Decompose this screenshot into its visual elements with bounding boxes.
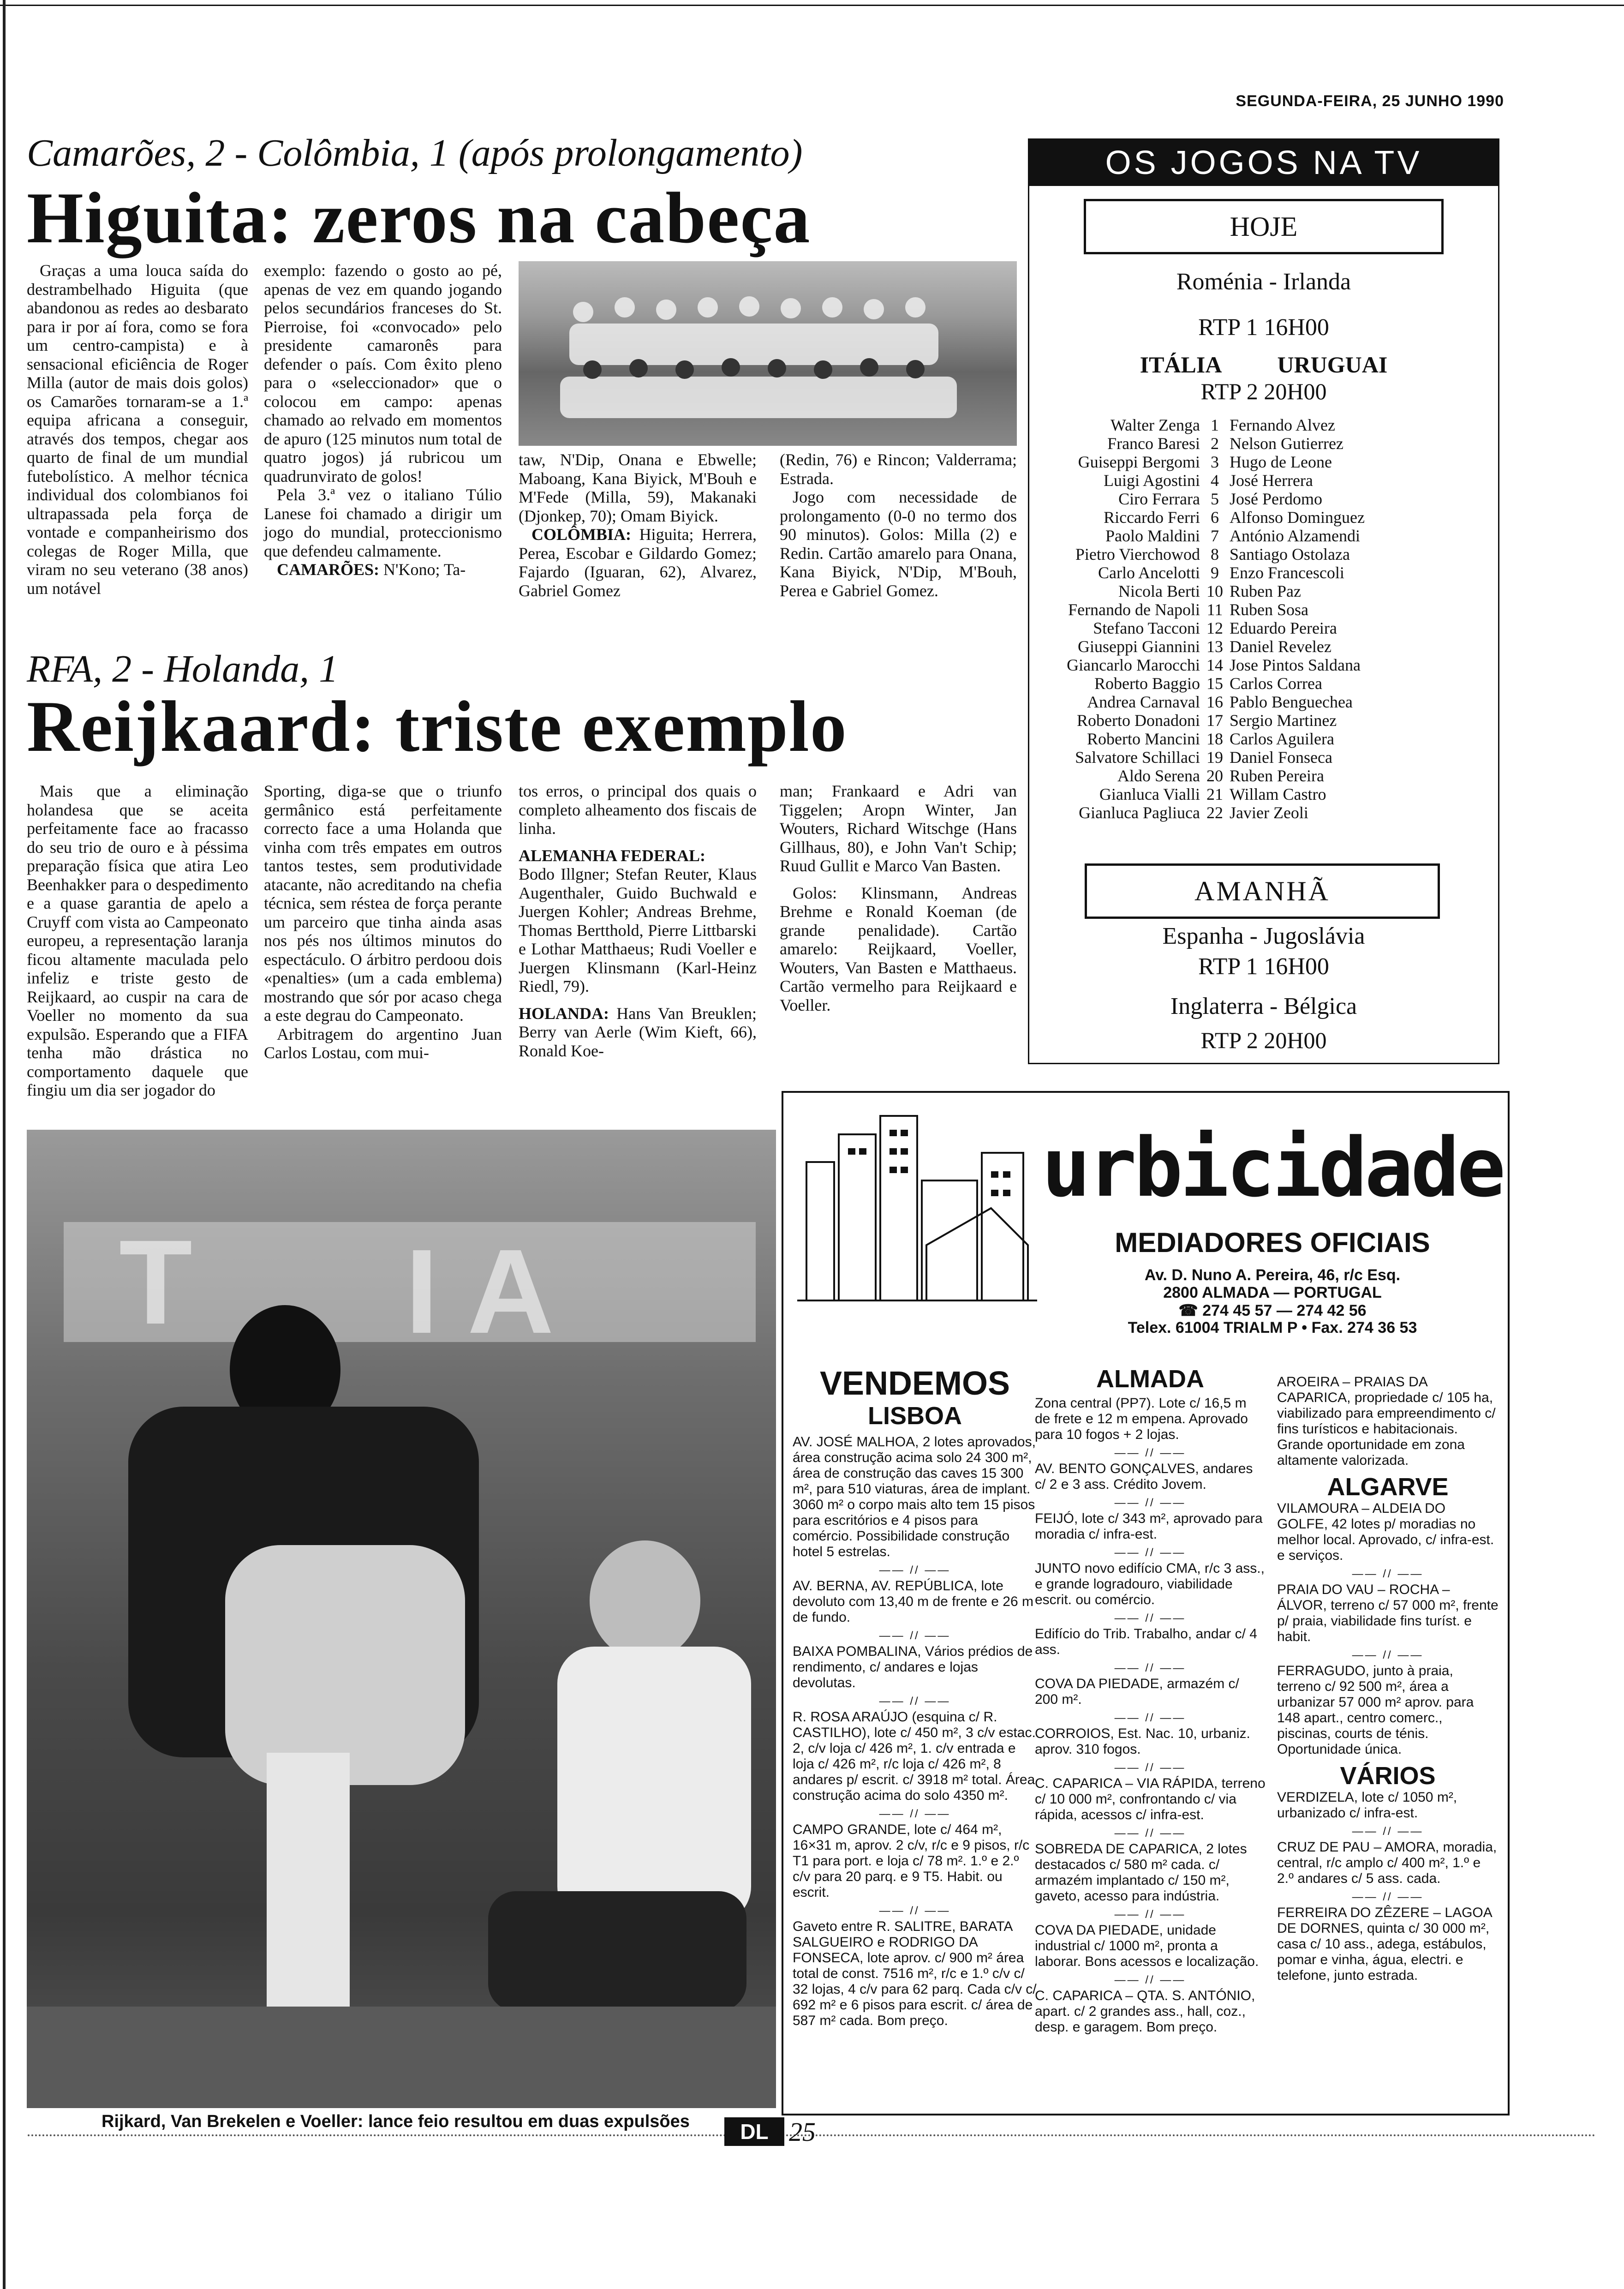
ad-almada: ALMADA [1096,1365,1204,1393]
lineup-number: 15 [1206,674,1223,693]
story2-col1-para: Mais que a eliminação holandesa que se aceita perfeitamente face ao fracasso do seu trio de ouro e à péssima preparação física que atira Leo Beenhakker para o despedimento e a quase garantia de apelo a Cruyff com vista ao Campeonato europeu, a representação laranja ficou altamente maculada pelo infeliz e triste gesto de Reijkaard, ao cuspir na cara de Voeller no momento da sua expulsão. Esperando que a FIFA tenha mão drástica no comportamento daquele que fingiu um dia ser jogador do [27,782,248,1099]
lineup-number: 2 [1211,434,1219,453]
ad-listing: AROEIRA – PRAIAS DA CAPARICA, propriedade c/ 105 ha, viabilizado para empreendimento c/ fins turísticos e habitacionais. Grande oportunidade em zona altamente valorizada. [1277,1374,1496,1468]
story2-col3-lead: ALEMANHA FEDERAL: [519,846,706,865]
story1-col2-para1: exemplo: fazendo o gosto ao pé, apenas de vez em quando jogando pelos secundários franceses do St. Pierroise, foi «convocado» pelo presidente camaronês para defender o país. Com êxito pleno para o «seleccionador» que o colocou em campo: apenas chamado ao relvado em momentos de apuro (125 minutos num total de quatro jogos) já rubricou um quadrunvirato de golos! [264,261,502,485]
story1-col2-para2: Pela 3.ª vez o italiano Túlio Lanese foi chamado a dirigir um jogo do mundial, proteccionismo que defendeu calmamente. [264,485,502,560]
ad-separator: —— // —— [1114,1712,1186,1724]
story1-headline: Higuita: zeros na cabeça [27,178,811,258]
lineup-row [1052,656,1477,674]
ad-listing: PRAIA DO VAU – ROCHA – ÁLVOR, terreno c/ 57 000 m², frente p/ praia, viabilidade fins turíst. e habit. [1277,1582,1499,1644]
tv-match4: Inglaterra - Bélgica [1170,993,1357,1019]
story2-col3-intro: tos erros, o principal dos quais o completo alheamento dos fiscais de linha. [519,782,757,838]
lineup-player-uruguay: António Alzamendi [1230,527,1360,545]
lineup-number: 20 [1206,767,1223,785]
story1-col4-para1: (Redin, 76) e Rincon; Valderrama; Estrada. [780,450,1017,488]
ad-algarve: ALGARVE [1327,1473,1449,1501]
ad-separator: —— // —— [879,1630,951,1642]
ad-separator: —— // —— [879,1564,951,1576]
ad-separator: —— // —— [1114,1662,1186,1674]
lineup-row [1052,416,1477,434]
tv-match1: Roménia - Irlanda [1176,269,1351,295]
lineup-player-italy: Nicola Berti [1118,582,1200,600]
tv-team-right: URUGUAI [1277,352,1388,378]
tv-match3-channel: RTP 1 16H00 [1198,953,1329,980]
lineup-player-italy: Carlo Ancelotti [1098,563,1200,582]
ad-varios-list [1277,1790,1499,1983]
story1-col2-tail: N'Kono; Ta- [383,560,466,579]
lineup-player-uruguay: Daniel Fonseca [1230,748,1332,767]
ad-listing: CRUZ DE PAU – AMORA, moradia, central, r/c amplo c/ 400 m², 1.º e 2.º andares c/ 5 ass. cada. [1277,1840,1497,1886]
lineup-row [1052,600,1477,619]
lineup-player-uruguay: Sergio Martinez [1230,711,1337,730]
ad-subtitle: MEDIADORES OFICIAIS [1115,1227,1430,1258]
ad-separator: —— // —— [1352,1568,1424,1580]
lineup-player-italy: Aldo Serena [1117,767,1200,785]
lineup-number: 21 [1206,785,1223,803]
story2-col1 [27,782,248,1100]
lineup-player-uruguay: Enzo Francescoli [1230,563,1344,582]
left-edge-rule [3,0,6,2289]
ad-listing: Zona central (PP7). Lote c/ 16,5 m de frete e 12 m empena. Aprovado para 10 fogos + 2 lojas. [1035,1396,1248,1442]
ad-separator: —— // —— [1352,1891,1424,1903]
lineup-player-italy: Pietro Vierchowod [1075,545,1200,563]
match-photo-scene [27,1130,776,2108]
lineup-number: 22 [1206,803,1223,822]
ad-lisboa-list [793,1434,1037,2029]
story1-col2 [264,261,502,579]
lineup-number: 7 [1211,527,1219,545]
story1-col4-para2: Jogo com necessidade de prolongamento (0-0 no termo dos 90 minutos). Golos: Milla (2) e Redin. Cartão amarelo para Onana, Kana Biyick, N'Dip, M'Bouh, Perea e Gabriel Gomez. [780,488,1017,600]
lineup-player-uruguay: Alfonso Dominguez [1230,508,1365,527]
lineup-number: 14 [1206,656,1223,674]
match-photo [27,1130,776,2108]
lineup-player-uruguay: Ruben Sosa [1230,600,1308,619]
ad-listing: COVA DA PIEDADE, armazém c/ 200 m². [1035,1676,1239,1707]
lineup-number: 5 [1211,490,1219,508]
ad-listing: Edifício do Trib. Trabalho, andar c/ 4 ass. [1035,1626,1257,1657]
lineup-row [1052,730,1477,748]
lineup-number: 16 [1206,693,1223,711]
urbicidade-ad [782,1091,1510,2115]
lineup-player-uruguay: Carlos Correa [1230,674,1322,693]
lineup-player-uruguay: Santiago Ostolaza [1230,545,1350,563]
lineup-player-uruguay: Fernando Alvez [1230,416,1335,434]
lineup-number: 3 [1211,453,1219,471]
lineup-player-italy: Roberto Mancini [1087,730,1200,748]
story2-col4 [780,782,1017,1014]
ad-separator: —— // —— [1114,1827,1186,1840]
ad-listing: C. CAPARICA – VIA RÁPIDA, terreno c/ 10 000 m², confrontando c/ via rápida, acessos c/ infra-est. [1035,1776,1266,1822]
ad-aroeira-list [1277,1374,1499,1468]
story1-col1-para: Graças a uma louca saída do destrambelhado Higuita (que abandonou as redes ao desbarato para ir por aí fora, como se fora um centro-campista) e à sensacional eficiência de Roger Milla (autor de mais dois golos) os Camarões tornaram-se a 1.ª equipa africana a conseguir, através dos tempos, chegar aos quarto de final de um mundial futebolístico. A melhor técnica individual dos colombianos foi ultrapassada pela força de vontade e companheirismo dos colegas de Roger Milla, que viram no seu veterano (38 anos) um notável [27,261,248,598]
svg-text:I A: I A [405,1225,554,1359]
ad-almada-list [1035,1396,1266,2035]
ad-col-right [1277,1374,1499,1988]
lineup-player-uruguay: José Herrera [1230,471,1313,490]
ad-brand: urbicidade [1042,1121,1503,1215]
ad-col-almada [1035,1365,1266,2040]
ad-listing: JUNTO novo edifício CMA, r/c 3 ass., e grande logradouro, viabilidade escrit. ou comércio. [1035,1561,1265,1607]
lineup-number: 10 [1206,582,1223,600]
story1-col1 [27,261,248,598]
svg-text:T: T [119,1216,192,1349]
lineup-number: 6 [1211,508,1219,527]
ad-listing: AV. BERNA, AV. REPÚBLICA, lote devoluto com 13,40 m de frente e 26 m de fundo. [793,1578,1033,1625]
ad-separator: —— // —— [879,1808,951,1820]
lineup-player-italy: Paolo Maldini [1105,527,1200,545]
lineup-player-italy: Stefano Tacconi [1093,619,1200,637]
tv-title-bar: OS JOGOS NA TV [1029,140,1498,186]
lineup-player-italy: Walter Zenga [1111,416,1200,434]
team-photo [519,261,1017,446]
page-number: 25 [789,2117,816,2147]
story2-col4-para2: Golos: Klinsmann, Andreas Brehme e Ronald Koeman (de grande penalidade). Cartão amarelo: Reijkaard, Voeller, Wouters, Van Basten e Matthaeus. Cartão vermelho para Reijkaard e Voeller. [780,883,1017,1014]
ad-listing: R. ROSA ARAÚJO (esquina c/ R. CASTILHO), lote c/ 450 m², 3 c/v estac. 2, c/v loja c/ 426 m², 1. c/v entrada e loja c/ 426 m², r/c loja c/ 426 m², 8 andares p/ escrit. c/ 3918 m² total. Área construção acima do solo 4350 m². [793,1709,1036,1803]
ad-separator: —— // —— [1114,1908,1186,1921]
page-date: SEGUNDA-FEIRA, 25 JUNHO 1990 [1236,92,1504,110]
story2-col3 [519,782,757,1060]
lineup-number: 4 [1211,471,1219,490]
tv-box [1028,138,1499,1064]
lineup-row [1052,767,1477,785]
photo-caption: Rijkard, Van Brekelen e Voeller: lance feio resultou em duas expulsões [102,2112,690,2131]
lineup-player-italy: Salvatore Schillaci [1075,748,1200,767]
tv-match4-channel: RTP 2 20H00 [1200,1027,1327,1053]
story1-col3-tail: Higuita; Herrera, Perea, Escobar e Gildardo Gomez; Fajardo (Iguaran, 62), Alvarez, Gabriel Gomez [519,525,757,600]
ad-listing: AV. BENTO GONÇALVES, andares c/ 2 e 3 ass. Crédito Jovem. [1035,1461,1253,1492]
ad-listing: SOBREDA DE CAPARICA, 2 lotes destacados c/ 580 m² cada. c/ armazém implantado c/ 150 m², gaveto, acesso para indústria. [1035,1841,1247,1904]
lineup-row [1052,527,1477,545]
ad-lisboa: LISBOA [867,1402,962,1430]
ad-separator: —— // —— [879,1905,951,1917]
story1-col4 [780,450,1017,600]
lineup-number: 19 [1206,748,1223,767]
ad-separator: —— // —— [1114,1447,1186,1459]
ad-vendemos: VENDEMOS [819,1365,1010,1402]
ad-listing: AV. JOSÉ MALHOA, 2 lotes aprovados, área construção acima solo 24 300 m², área de construção das caves 15 300 m², para 510 viaturas, área de implant. 3060 m² o corpo mais alto tem 15 pisos para escritórios e 4 pisos para comércio. Possibilidade construção hotel 5 estrelas. [793,1434,1036,1559]
story2-col4-para1: man; Frankaard e Adri van Tiggelen; Aropn Winter, Jan Wouters, Richard Witschge (Hans Gillhaus, 80), e John Van't Schip; Ruud Gullit e Marco Van Basten. [780,782,1017,875]
ad-telex: Telex. 61004 TRIALM P • Fax. 274 36 53 [1128,1319,1417,1336]
story2-col3-lead2: HOLANDA: [519,1004,609,1023]
lineup-row [1052,693,1477,711]
lineup-player-italy: Roberto Donadoni [1077,711,1200,730]
lineup-player-italy: Franco Baresi [1107,434,1200,453]
lineup-player-italy: Luigi Agostini [1103,471,1200,490]
lineup-number: 17 [1206,711,1223,730]
lineup-row [1052,471,1477,490]
ad-listing: CAMPO GRANDE, lote c/ 464 m², 16×31 m, aprov. 2 c/v, r/c e 9 pisos, r/c T1 para port. e loja c/ 78 m². 1.º e 2.º c/v para 20 parq. e 9 T5. Habit. ou escrit. [793,1822,1030,1900]
lineup-row [1052,453,1477,471]
story2-col2-para1: Sporting, diga-se que o triunfo germânico está perfeitamente correcto face a uma Holanda que vinha com três empates em outros tantos testes, sem produtividade atacante, não acreditando na chefia técnica, sem réstea de força perante um parceiro que tinha ainda asas nos pés nos últimos minutos do espectáculo. O árbitro perdoou dois «penalties» (um a cada emblema) mostrando que sór por acaso chega a este degrau do Campeonato. [264,782,502,1025]
lineup-number: 12 [1206,619,1223,637]
lineup-player-uruguay: Nelson Gutierrez [1230,434,1343,453]
lineup-player-uruguay: Willam Castro [1230,785,1326,803]
tv-team-left: ITÁLIA [1140,352,1222,378]
lineup-row [1052,563,1477,582]
ad-listing: Gaveto entre R. SALITRE, BARATA SALGUEIRO e RODRIGO DA FONSECA, lote aprov. c/ 900 m² área total de const. 7516 m², r/c e 1.º c/v c/ 32 lojas, 4 c/v para 62 parq. Cada c/v c/ 692 m² e 6 pisos para escrit. c/ área de 587 m² cada. Bom preço. [793,1919,1037,2028]
ad-separator: —— // —— [879,1695,951,1708]
story1-col2-lead: CAMARÕES: [277,560,379,579]
story1-col3 [519,450,757,600]
lineup-player-uruguay: Carlos Aguilera [1230,730,1334,748]
ad-varios: VÁRIOS [1340,1762,1436,1790]
lineup-number: 18 [1206,730,1223,748]
story1-col3-lead: COLÔMBIA: [531,525,631,544]
ad-listing: VERDIZELA, lote c/ 1050 m², urbanizado c/ infra-est. [1277,1790,1457,1821]
ad-separator: —— // —— [1114,1974,1186,1986]
ad-separator: —— // —— [1114,1612,1186,1624]
lineup-row [1052,490,1477,508]
ad-col-lisboa [793,1365,1037,2033]
lineup-row [1052,508,1477,527]
story1-kicker: Camarões, 2 - Colômbia, 1 (após prolongamento) [27,132,803,174]
story1-col3-para1: taw, N'Dip, Onana e Ebwelle; Maboang, Kana Biyick, M'Bouh e M'Fede (Milla, 59), Makanaki (Djonkep, 70); Omam Biyick. [519,450,757,525]
lineup-row [1052,582,1477,600]
tv-amanha-box: AMANHÃ [1085,863,1440,919]
lineup-row [1052,674,1477,693]
ad-listing: FERREIRA DO ZÊZERE – LAGOA DE DORNES, quinta c/ 30 000 m², casa c/ 10 ass., adega, estábulos, pomar e vinha, água, electri. e telefone, junto estrada. [1277,1905,1492,1983]
lineup-row [1052,711,1477,730]
lineup-row [1052,748,1477,767]
story2-headline: Reijkaard: triste exemplo [27,686,848,767]
story2-col3-body2: Hans Van Breuklen; Berry van Aerle (Wim Kieft, 66), Ronald Koe- [519,1004,757,1060]
lineup-player-italy: Gianluca Pagliuca [1079,803,1200,822]
lineup-player-italy: Riccardo Ferri [1104,508,1200,527]
lineup-number: 9 [1211,563,1219,582]
lineup-player-uruguay: Javier Zeoli [1230,803,1308,822]
lineup-row [1052,545,1477,563]
ad-address2: 2800 ALMADA — PORTUGAL [1163,1284,1382,1301]
city-illustration [797,1107,1037,1310]
lineup-player-uruguay: Ruben Paz [1230,582,1301,600]
ad-separator: —— // —— [1352,1649,1424,1661]
ad-listing: COVA DA PIEDADE, unidade industrial c/ 1000 m², pronta a laborar. Bons acessos e localização. [1035,1923,1259,1969]
tv-hoje-box: HOJE [1084,199,1444,254]
lineup-player-italy: Giancarlo Marocchi [1067,656,1200,674]
lineup-player-uruguay: Hugo de Leone [1230,453,1332,471]
story2-kicker: RFA, 2 - Holanda, 1 [27,647,339,690]
ad-listing: FERRAGUDO, junto à praia, terreno c/ 92 500 m², área a urbanizar 57 000 m² aprov. para 148 apart., centro comerc., piscinas, courts de ténis. Oportunidade única. [1277,1663,1474,1757]
lineup-player-uruguay: Jose Pintos Saldana [1230,656,1361,674]
lineup-player-italy: Roberto Baggio [1094,674,1200,693]
ad-listing: C. CAPARICA – QTA. S. ANTÓNIO, apart. c/ 2 grandes ass., hall, coz., desp. e garagem. Bom preço. [1035,1988,1255,2035]
top-rule [0,5,1624,6]
lineup-number: 13 [1206,637,1223,656]
lineup-row [1052,803,1477,822]
tv-match2-channel: RTP 2 20H00 [1200,378,1327,404]
lineup-number: 1 [1211,416,1219,434]
lineup-player-uruguay: Eduardo Pereira [1230,619,1337,637]
tv-match3: Espanha - Jugoslávia [1162,923,1365,949]
lineup-row [1052,785,1477,803]
ad-listing: FEIJÓ, lote c/ 343 m², aprovado para moradia c/ infra-est. [1035,1511,1263,1542]
ad-separator: —— // —— [1114,1546,1186,1559]
ad-listing: CORROIOS, Est. Nac. 10, urbaniz. aprov. 310 fogos. [1035,1726,1250,1757]
footer-logo: DL [724,2117,784,2146]
ad-listing: VILAMOURA – ALDEIA DO GOLFE, 42 lotes p/ moradias no melhor local. Aprovado, c/ infra-est. e serviços. [1277,1501,1494,1563]
ad-address1: Av. D. Nuno A. Pereira, 46, r/c Esq. [1144,1266,1401,1284]
lineup-player-italy: Ciro Ferrara [1118,490,1200,508]
lineup-row [1052,434,1477,453]
ad-separator: —— // —— [1114,1497,1186,1509]
ad-phone: ☎ 274 45 57 — 274 42 56 [1178,1302,1367,1319]
lineup-row [1052,637,1477,656]
story2-col2 [264,782,502,1062]
lineup-player-italy: Fernando de Napoli [1068,600,1200,619]
lineup-number: 8 [1211,545,1219,563]
story2-col3-body: Bodo Illgner; Stefan Reuter, Klaus Augenthaler, Guido Buchwald e Juergen Kohler; Andreas Brehme, Thomas Bertthold, Pierre Littbarski e Lothar Matthaeus; Rudi Voeller e Juergen Klinsmann (Karl-Heinz Riedl, 79). [519,865,757,995]
lineup-player-uruguay: Ruben Pereira [1230,767,1324,785]
lineup-player-uruguay: Daniel Revelez [1230,637,1331,656]
tv-lineup [1052,416,1477,822]
lineup-player-uruguay: José Perdomo [1230,490,1322,508]
ad-separator: —— // —— [1352,1825,1424,1838]
lineup-player-italy: Giuseppi Giannini [1078,637,1200,656]
ad-separator: —— // —— [1114,1762,1186,1774]
story2-col2-para2: Arbitragem do argentino Juan Carlos Lostau, com mui- [264,1025,502,1062]
team-photo-figures [519,261,1017,446]
lineup-player-italy: Gianluca Vialli [1099,785,1200,803]
lineup-player-uruguay: Pablo Benguechea [1230,693,1353,711]
tv-match1-channel: RTP 1 16H00 [1198,314,1329,341]
ad-algarve-list [1277,1501,1499,1757]
lineup-player-italy: Andrea Carnaval [1087,693,1200,711]
lineup-row [1052,619,1477,637]
lineup-player-italy: Guiseppi Bergomi [1078,453,1200,471]
ad-listing: BAIXA POMBALINA, Vários prédios de rendimento, c/ andares e lojas devolutas. [793,1644,1033,1690]
lineup-number: 11 [1206,600,1223,619]
